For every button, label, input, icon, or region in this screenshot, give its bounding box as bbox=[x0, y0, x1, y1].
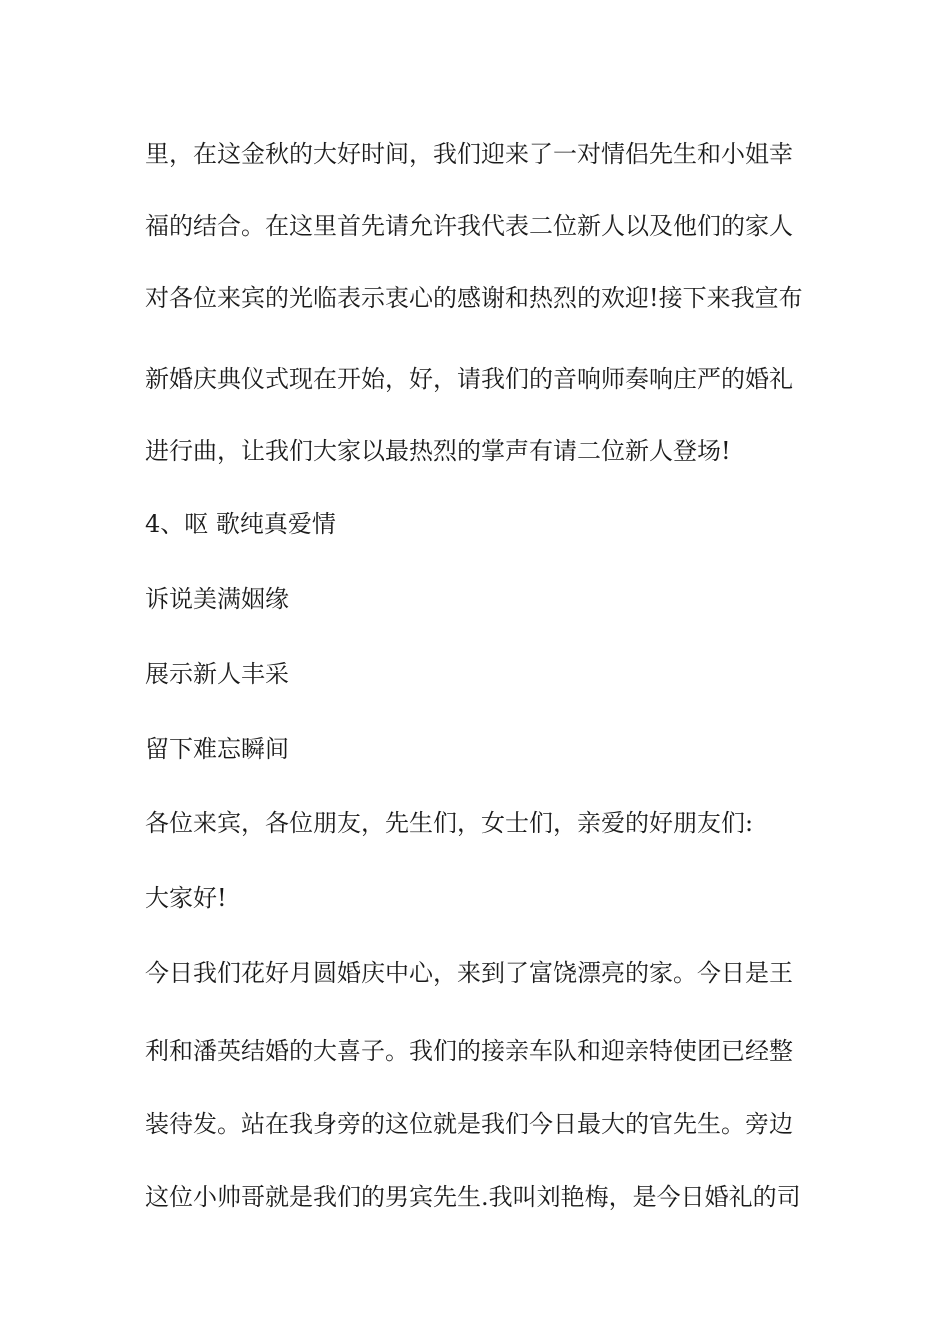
verse-line: 展示新人丰采 bbox=[145, 660, 289, 688]
paragraph-line: 里，在这金秋的大好时间，我们迎来了一对情侣先生和小姐幸 bbox=[145, 140, 793, 168]
section-heading: 4、呕 歌纯真爱情 bbox=[145, 510, 336, 538]
paragraph-line: 新婚庆典仪式现在开始，好，请我们的音响师奏响庄严的婚礼 bbox=[145, 365, 793, 393]
verse-line: 留下难忘瞬间 bbox=[145, 735, 289, 763]
paragraph-line: 装待发。站在我身旁的这位就是我们今日最大的官先生。旁边 bbox=[145, 1110, 793, 1138]
paragraph-line: 这位小帅哥就是我们的男宾先生.我叫刘艳梅，是今日婚礼的司 bbox=[145, 1183, 801, 1211]
verse-line: 诉说美满姻缘 bbox=[145, 585, 289, 613]
greeting-line: 各位来宾，各位朋友，先生们，女士们，亲爱的好朋友们: bbox=[145, 809, 754, 837]
paragraph-line: 今日我们花好月圆婚庆中心，来到了富饶漂亮的家。今日是王 bbox=[145, 959, 793, 987]
paragraph-line: 福的结合。在这里首先请允许我代表二位新人以及他们的家人 bbox=[145, 212, 793, 240]
paragraph-line: 利和潘英结婚的大喜子。我们的接亲车队和迎亲特使团已经整 bbox=[145, 1037, 793, 1065]
paragraph-line: 进行曲，让我们大家以最热烈的掌声有请二位新人登场! bbox=[145, 437, 731, 465]
paragraph-line: 对各位来宾的光临表示衷心的感谢和热烈的欢迎!接下来我宣布 bbox=[145, 284, 803, 312]
greeting-line: 大家好! bbox=[145, 884, 227, 912]
